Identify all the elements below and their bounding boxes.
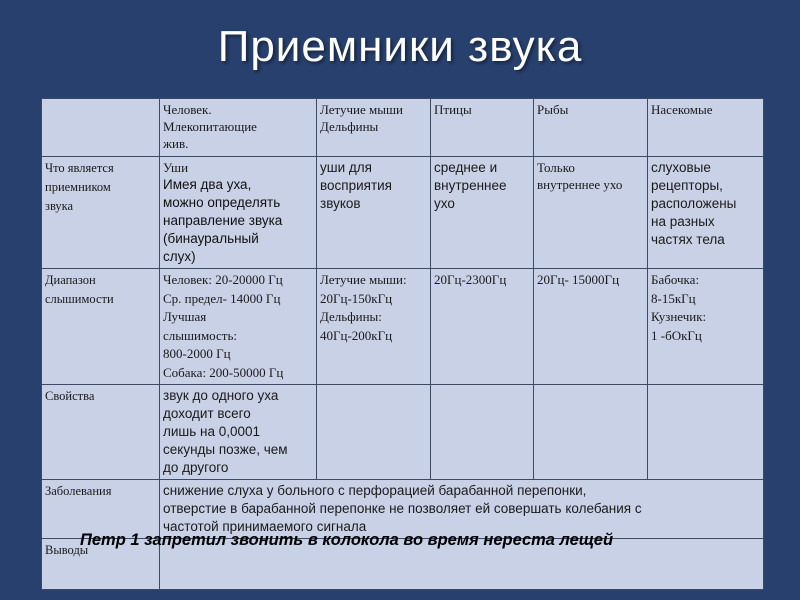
header-row <box>42 99 764 157</box>
diseases-text-cell: снижение слуха у больного с перфорацией барабанной перепонки, отверстие в барабанной перепонке не позволяет ей совершать колебания с частотой принимаемого сигнала <box>160 480 764 539</box>
conclusions-row-label: Выводы <box>42 539 160 590</box>
properties-insects-cell <box>648 385 764 480</box>
properties-bats-cell <box>317 385 431 480</box>
diseases-row <box>42 480 764 539</box>
range-insects-cell: Бабочка: 8-15кГц Кузнечик: 1 -бОкГц <box>648 269 764 385</box>
sound-receivers-table <box>41 98 764 590</box>
header-human-cell: Человек. Млекопитающие жив. <box>160 99 317 157</box>
range-human-cell: Человек: 20-20000 Гц Ср. предел- 14000 Гц Лучшая слышимость: 800-2000 Гц Собака: 200-50000 Гц <box>160 269 317 385</box>
properties-row <box>42 385 764 480</box>
receiver-human-title: Уши <box>163 160 189 175</box>
properties-birds-cell <box>431 385 534 480</box>
receiver-bats-cell: уши для восприятия звуков <box>317 157 431 269</box>
receiver-fish-cell: Только внутреннее ухо <box>534 157 648 269</box>
properties-row-label: Свойства <box>42 385 160 480</box>
properties-human-cell: звук до одного уха доходит всего лишь на 0,0001 секунды позже, чем до другого <box>160 385 317 480</box>
range-row <box>42 269 764 385</box>
receiver-row-label: Что является приемником звука <box>42 157 160 269</box>
range-row-label: Диапазон слышимости <box>42 269 160 385</box>
diseases-row-label: Заболевания <box>42 480 160 539</box>
receiver-human-text: Имея два уха, можно определять направление звука (бинауральный слух) <box>163 177 283 264</box>
header-birds-cell: Птицы <box>431 99 534 157</box>
receiver-birds-cell: среднее и внутреннее ухо <box>431 157 534 269</box>
range-birds-cell: 20Гц-2300Гц <box>431 269 534 385</box>
header-fish-cell: Рыбы <box>534 99 648 157</box>
receiver-row <box>42 157 764 269</box>
slide-title: Приемники звука <box>217 22 583 71</box>
receiver-insects-cell: слуховые рецепторы, расположены на разных частях тела <box>648 157 764 269</box>
range-fish-cell: 20Гц- 15000Гц <box>534 269 648 385</box>
header-insects-cell: Насекомые <box>648 99 764 157</box>
conclusion-text: Петр 1 запретил звонить в колокола во время нереста лещей <box>80 531 614 549</box>
header-bats-cell: Летучие мыши Дельфины <box>317 99 431 157</box>
receiver-human-cell <box>160 157 317 269</box>
properties-fish-cell <box>534 385 648 480</box>
header-corner-cell <box>42 99 160 157</box>
range-bats-cell: Летучие мыши: 20Гц-150кГц Дельфины: 40Гц-200кГц <box>317 269 431 385</box>
